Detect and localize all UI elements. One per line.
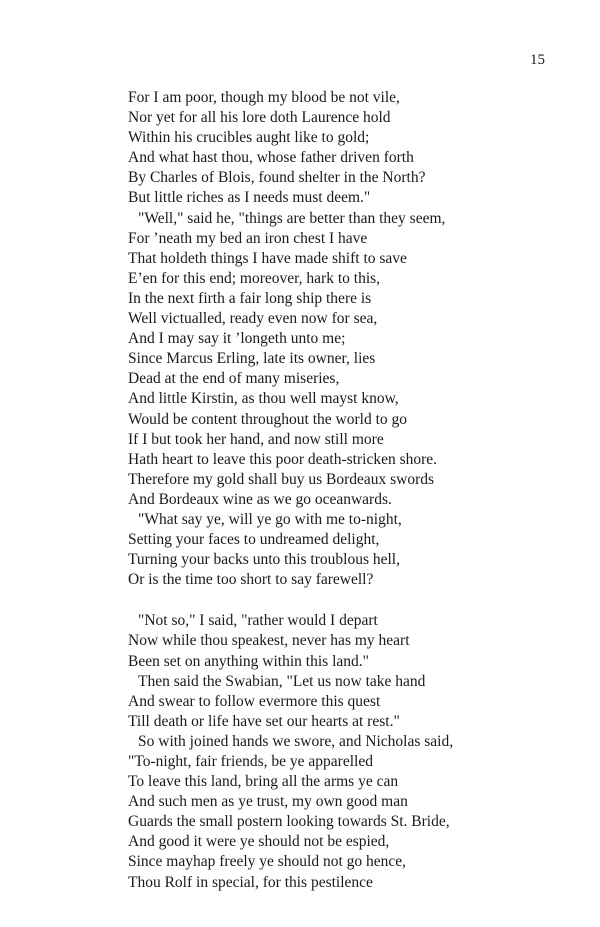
poem-line: Within his crucibles aught like to gold; (128, 129, 370, 147)
poem-line: Setting your faces to undreamed delight, (128, 531, 380, 549)
poem-line: Dead at the end of many miseries, (128, 370, 340, 388)
poem-line: And good it were ye should not be espied, (128, 833, 390, 851)
poem-line: Hath heart to leave this poor death-stricken shore. (128, 450, 438, 468)
poem-line: For I am poor, though my blood be not vile, (128, 89, 400, 106)
poem-line: Till death or life have set our hearts at rest." (128, 712, 400, 730)
poem-line: Thou Rolf in special, for this pestilence (128, 873, 373, 891)
stanza (128, 611, 568, 892)
poem-line: And little Kirstin, as thou well mayst know, (128, 390, 399, 408)
poem-line: "What say ye, will ye go with me to-night, (138, 510, 402, 528)
poem-line: Or is the time too short to say farewell? (128, 571, 374, 589)
poem-line: That holdeth things I have made shift to save (128, 249, 407, 267)
poem-line: Now while thou speakest, never has my heart (128, 632, 410, 650)
poem-line: To leave this land, bring all the arms ye can (128, 773, 399, 791)
poem-line: Since mayhap freely ye should not go hence, (128, 853, 407, 871)
poem-line: "To-night, fair friends, be ye apparelled (128, 753, 373, 770)
poem-line: And I may say it ’longeth unto me; (128, 330, 346, 348)
poem-line: So with joined hands we swore, and Nicholas said, (138, 732, 454, 750)
poem-line: By Charles of Blois, found shelter in the North? (128, 169, 426, 187)
poem-line: For ’neath my bed an iron chest I have (128, 229, 368, 247)
poem-line: And Bordeaux wine as we go oceanwards. (128, 490, 392, 508)
poem-line: Nor yet for all his lore doth Laurence hold (128, 109, 391, 127)
poem-line: E’en for this end; moreover, hark to this, (128, 269, 381, 287)
poem-line: If I but took her hand, and now still more (128, 430, 384, 448)
poem-line: Been set on anything within this land." (128, 652, 369, 670)
poem-line: Guards the small postern looking towards St. Bride, (128, 813, 450, 831)
poem-line: "Well," said he, "things are better than they seem, (138, 209, 446, 227)
poem-line: "Not so," I said, "rather would I depart (138, 612, 378, 630)
poem-line: Then said the Swabian, "Let us now take hand (138, 672, 426, 690)
poem-line: In the next firth a fair long ship there is (128, 289, 372, 307)
poem-line: Therefore my gold shall buy us Bordeaux swords (128, 470, 435, 488)
poem-line: And swear to follow evermore this quest (128, 692, 381, 710)
poem-line: Since Marcus Erling, late its owner, lies (128, 350, 376, 368)
poem-body (128, 88, 568, 893)
poem-line: Would be content throughout the world to go (128, 410, 407, 428)
stanza (128, 88, 568, 590)
poem-line: Turning your backs unto this troublous hell, (128, 551, 400, 569)
poem-line: And what hast thou, whose father driven forth (128, 149, 414, 167)
poem-line: But little riches as I needs must deem." (128, 189, 371, 207)
page-number: 15 (530, 52, 545, 68)
poem-line: Well victualled, ready even now for sea, (128, 310, 378, 328)
poem-line: And such men as ye trust, my own good man (128, 793, 408, 811)
